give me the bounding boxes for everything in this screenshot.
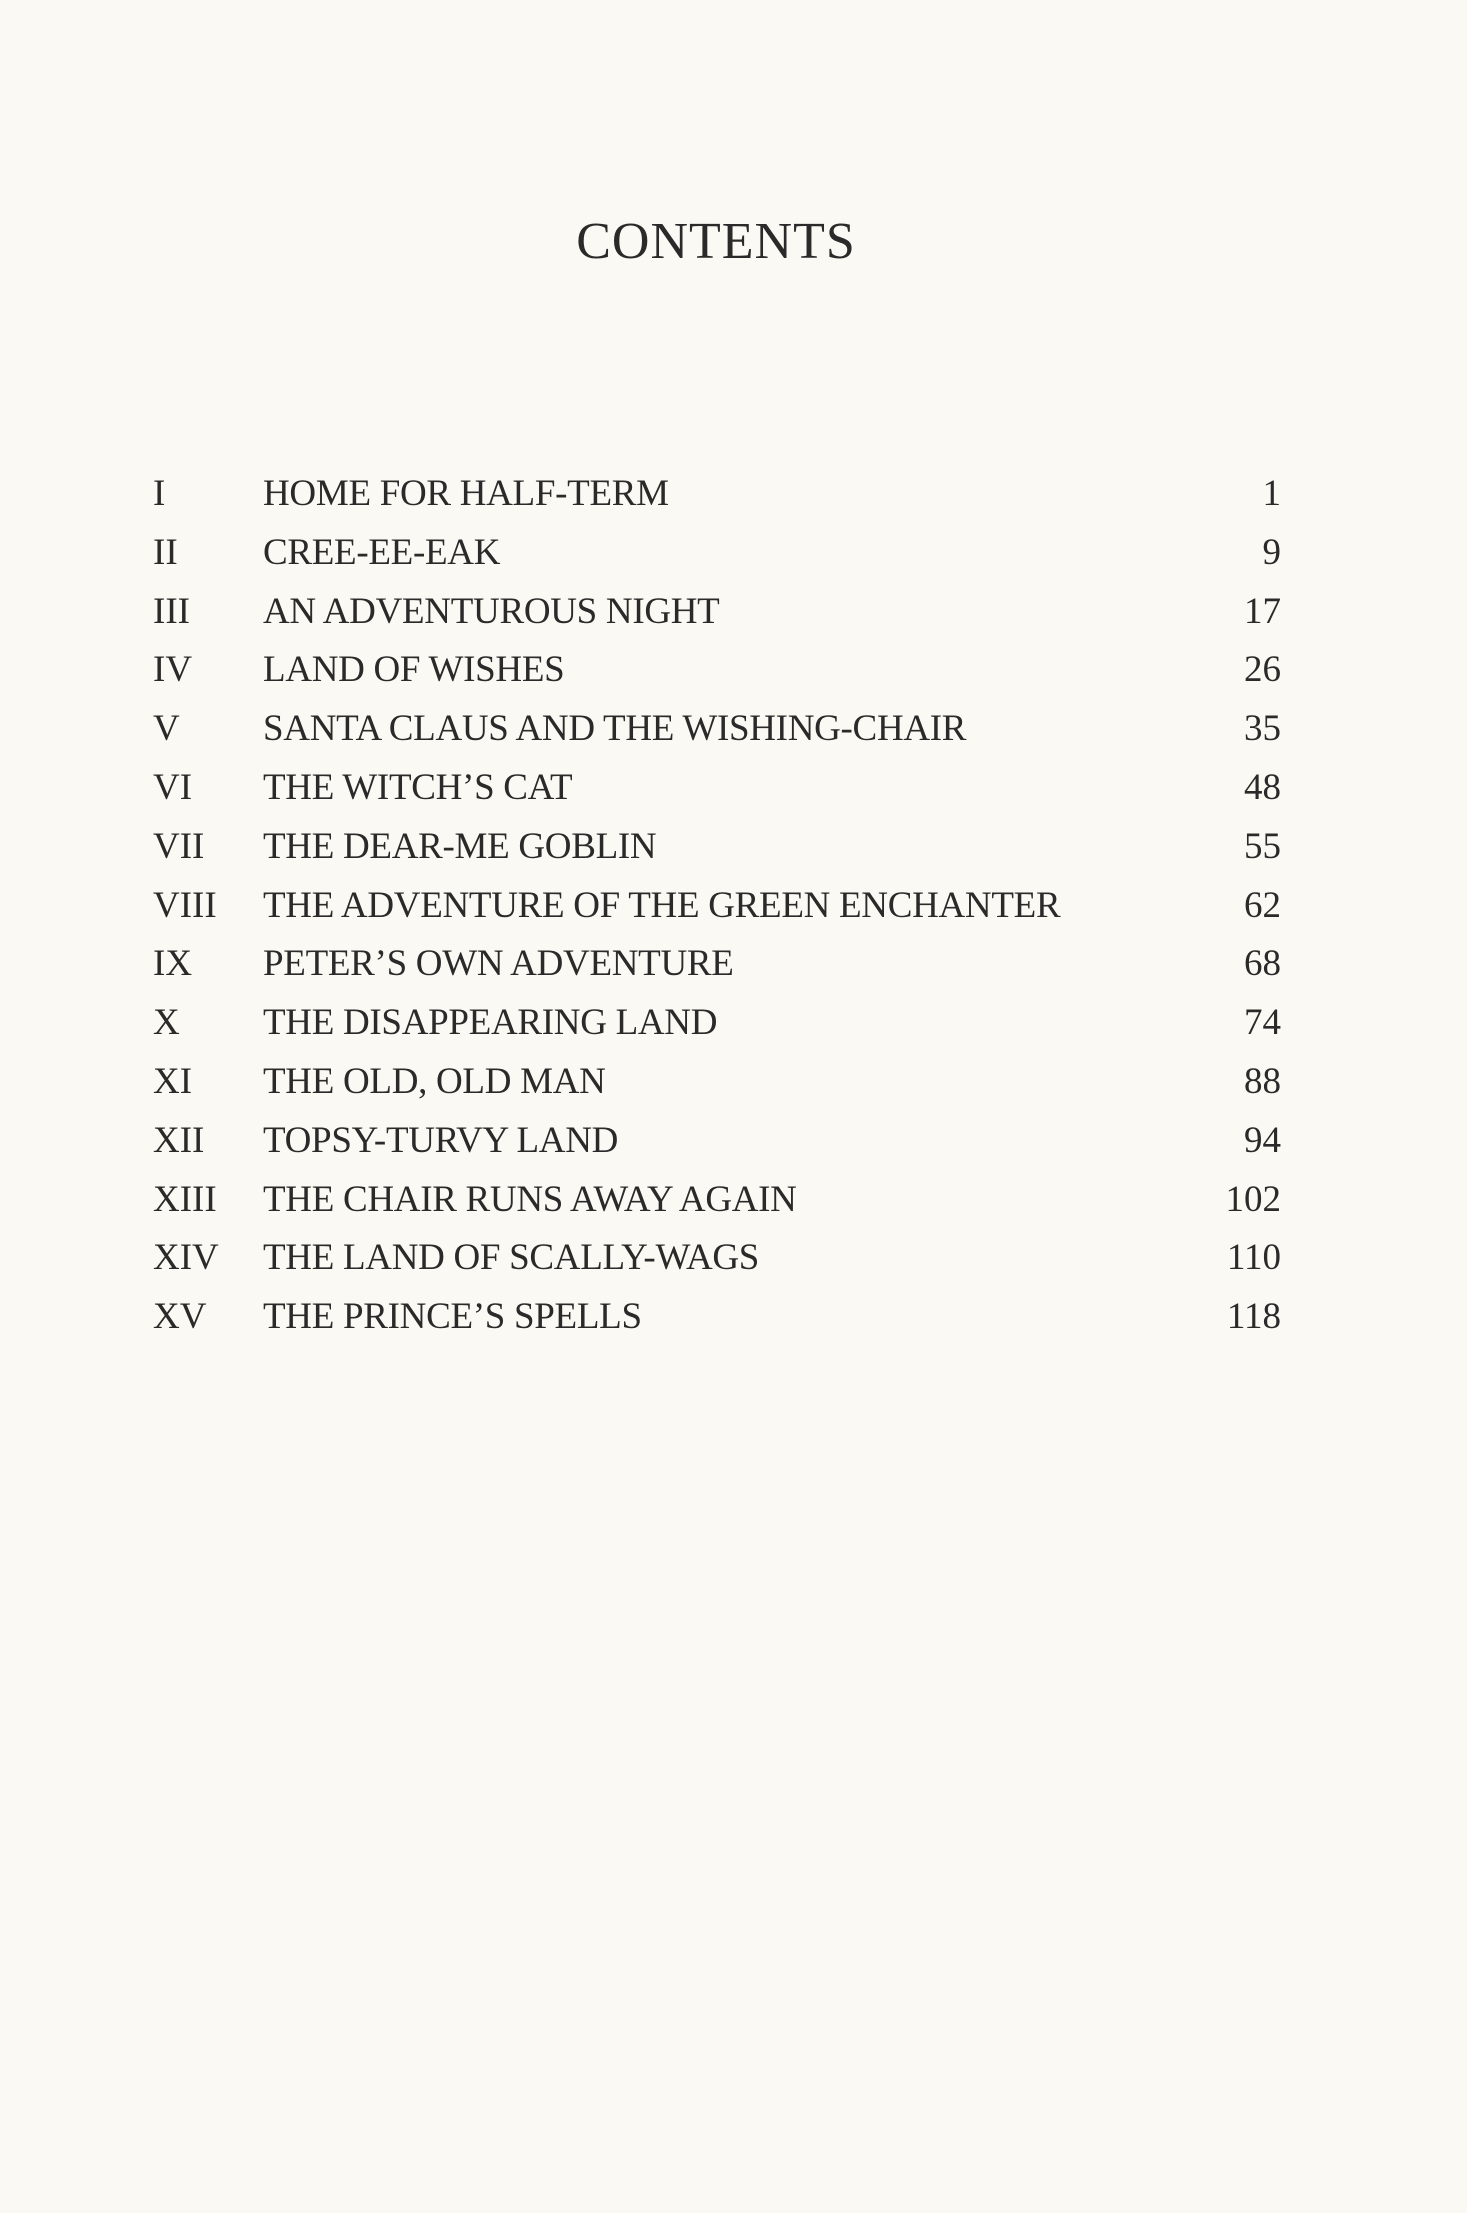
- page-title: CONTENTS: [576, 213, 856, 270]
- chapter-title: THE ADVENTURE OF THE GREEN ENCHANTER: [263, 884, 1061, 926]
- toc-entry: [153, 759, 1281, 818]
- chapter-title: HOME FOR HALF-TERM: [263, 473, 669, 514]
- chapter-title: AN ADVENTUROUS NIGHT: [263, 590, 720, 632]
- chapter-title: TOPSY-TURVY LAND: [263, 1119, 619, 1161]
- chapter-page-number: 62: [1244, 884, 1281, 926]
- chapter-page-number: 68: [1244, 943, 1281, 985]
- chapter-title: SANTA CLAUS AND THE WISHING-CHAIR: [263, 708, 967, 750]
- toc-entry: [153, 700, 1281, 759]
- toc-entry: [153, 524, 1281, 583]
- chapter-title: THE OLD, OLD MAN: [263, 1060, 606, 1102]
- toc-entry: [153, 583, 1281, 642]
- chapter-page-number: 9: [1262, 531, 1281, 573]
- chapter-number: IV: [153, 649, 193, 691]
- chapter-title: THE CHAIR RUNS AWAY AGAIN: [263, 1178, 797, 1220]
- chapter-title: THE LAND OF SCALLY-WAGS: [263, 1237, 760, 1279]
- toc-entry: [153, 1288, 1281, 1347]
- toc-entry: [153, 1053, 1281, 1112]
- toc-entry: [153, 1112, 1281, 1171]
- chapter-number: X: [153, 1002, 180, 1044]
- chapter-number: XI: [153, 1060, 193, 1102]
- table-of-contents: [153, 465, 1281, 1347]
- chapter-number: VI: [153, 766, 193, 808]
- chapter-title: CREE-EE-EAK: [263, 531, 501, 573]
- chapter-page-number: 26: [1244, 649, 1281, 691]
- chapter-title: PETER’S OWN ADVENTURE: [263, 943, 734, 985]
- chapter-page-number: 55: [1244, 825, 1281, 867]
- toc-entry: [153, 465, 1281, 524]
- chapter-title: THE DEAR-ME GOBLIN: [263, 825, 657, 867]
- chapter-page-number: 48: [1244, 766, 1281, 808]
- chapter-number: XII: [153, 1119, 205, 1161]
- chapter-number: V: [153, 708, 180, 750]
- toc-entry: [153, 877, 1281, 936]
- chapter-number: XV: [153, 1296, 207, 1338]
- chapter-page-number: 1: [1262, 473, 1281, 514]
- chapter-page-number: 35: [1244, 708, 1281, 750]
- chapter-page-number: 88: [1244, 1060, 1281, 1102]
- chapter-title: THE DISAPPEARING LAND: [263, 1002, 718, 1044]
- chapter-page-number: 118: [1226, 1296, 1281, 1338]
- chapter-number: I: [153, 473, 166, 514]
- chapter-title: THE WITCH’S CAT: [263, 766, 573, 808]
- chapter-page-number: 17: [1244, 590, 1281, 632]
- toc-entry: [153, 1229, 1281, 1288]
- chapter-page-number: 74: [1244, 1002, 1281, 1044]
- toc-entry: [153, 1171, 1281, 1230]
- chapter-number: VIII: [153, 884, 217, 926]
- toc-entry: [153, 935, 1281, 994]
- chapter-number: XIII: [153, 1178, 217, 1220]
- chapter-number: VII: [153, 825, 205, 867]
- chapter-title: LAND OF WISHES: [263, 649, 565, 691]
- chapter-title: THE PRINCE’S SPELLS: [263, 1296, 642, 1338]
- chapter-page-number: 102: [1225, 1178, 1281, 1220]
- chapter-page-number: 110: [1226, 1237, 1281, 1279]
- chapter-number: II: [153, 531, 178, 573]
- chapter-number: IX: [153, 943, 193, 985]
- chapter-number: III: [153, 590, 190, 632]
- toc-entry: [153, 641, 1281, 700]
- chapter-page-number: 94: [1244, 1119, 1281, 1161]
- toc-entry: [153, 994, 1281, 1053]
- toc-entry: [153, 818, 1281, 877]
- chapter-number: XIV: [153, 1237, 219, 1279]
